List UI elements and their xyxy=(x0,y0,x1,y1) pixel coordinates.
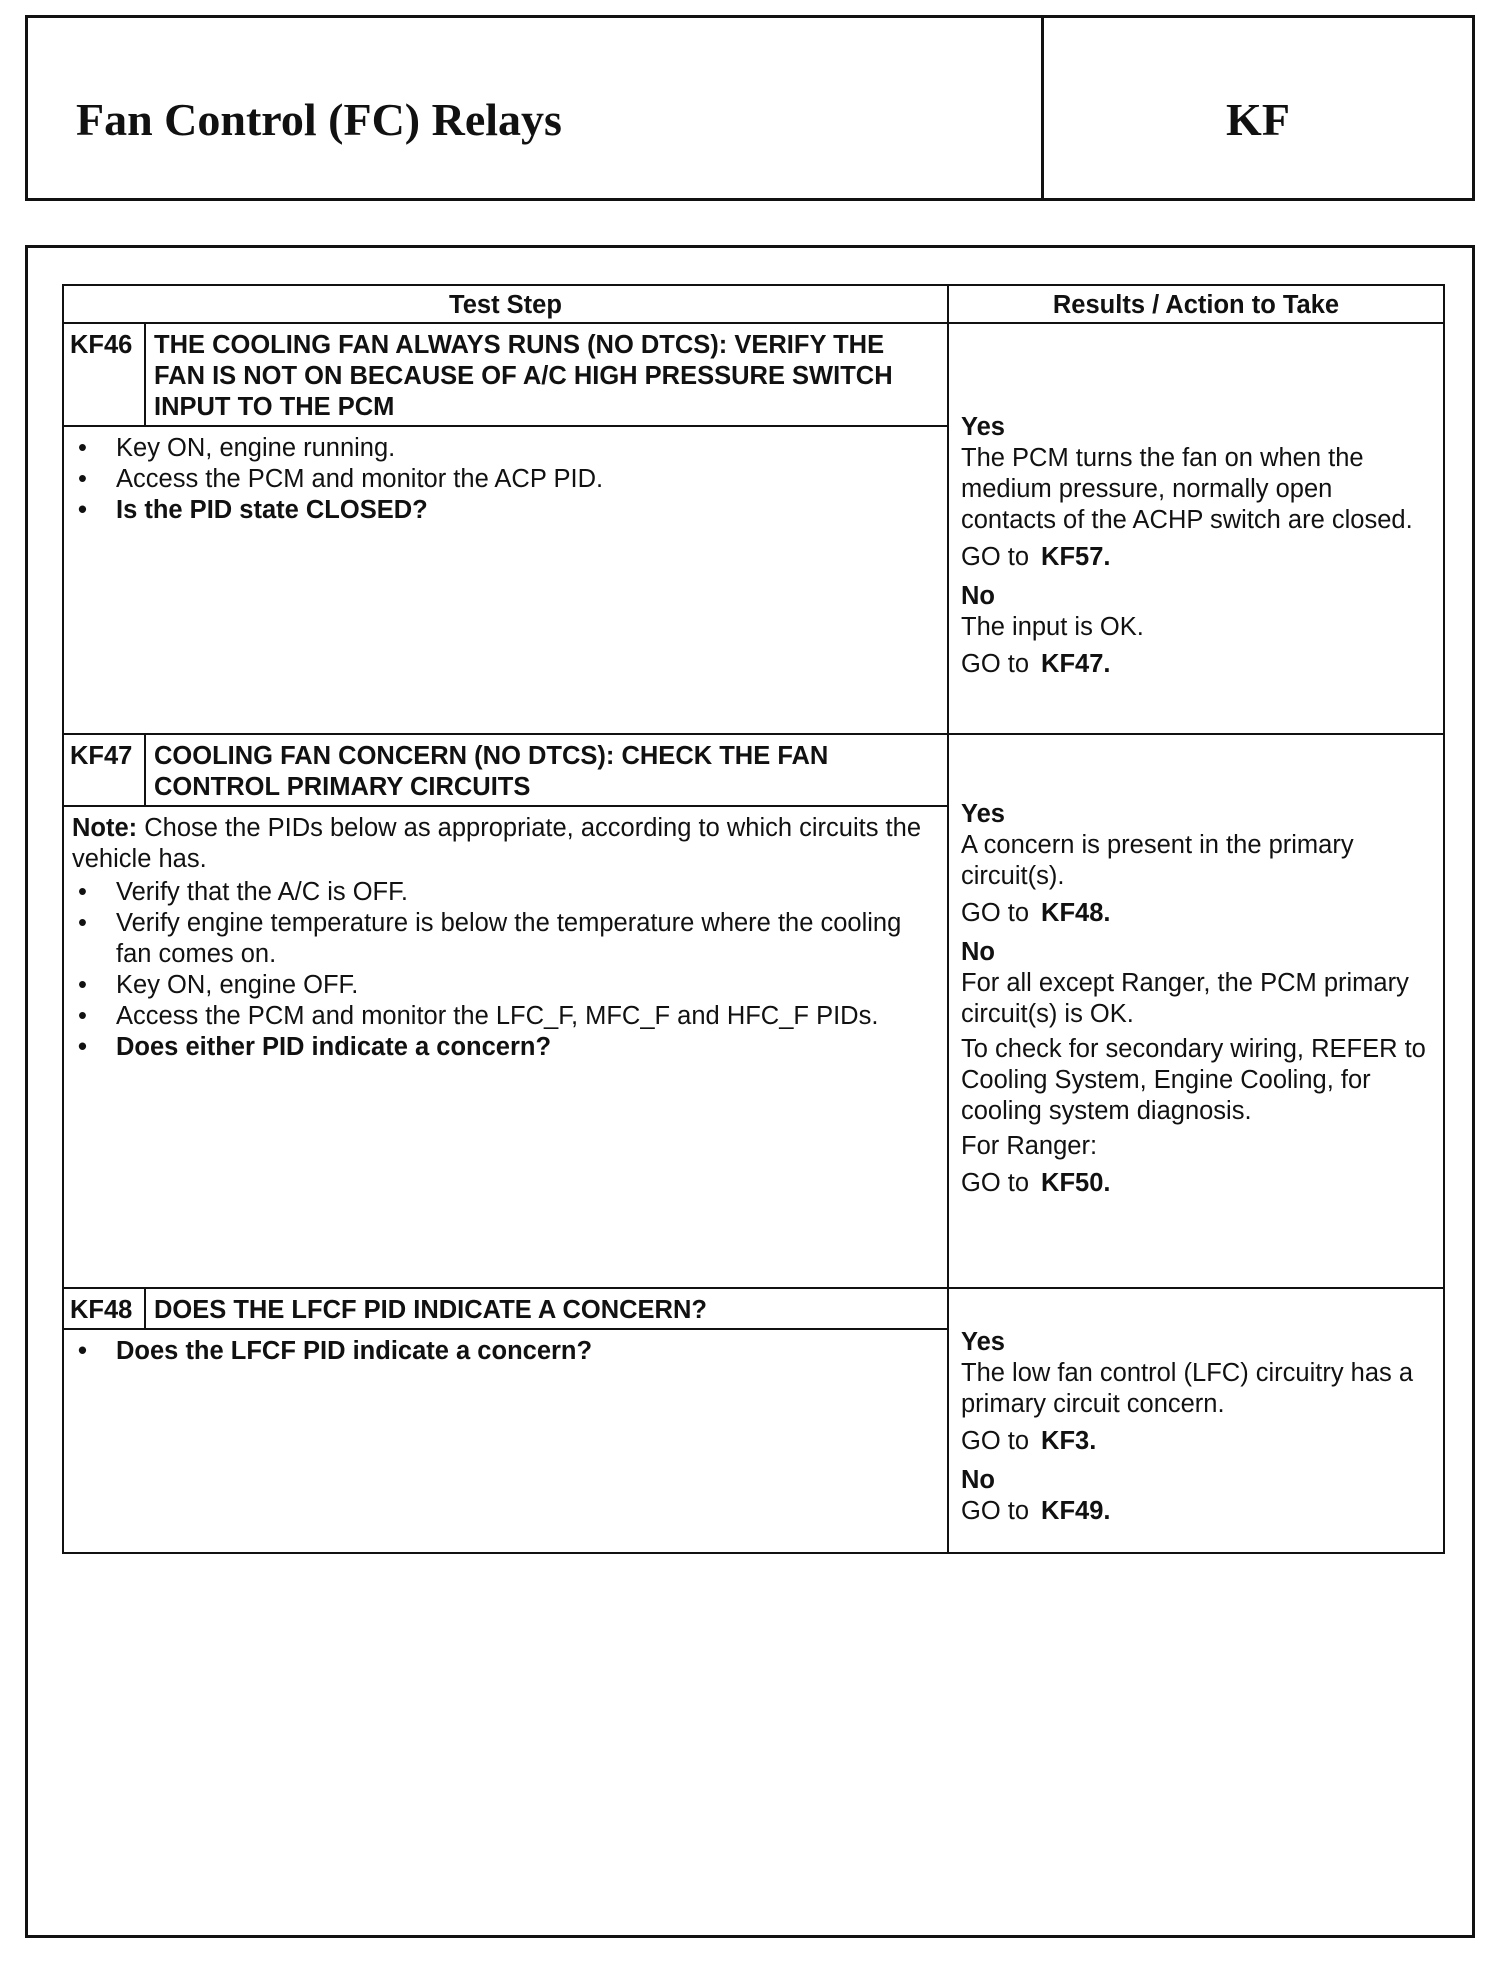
step-title-row-kf47 xyxy=(63,734,1444,806)
no-text: The input is OK. xyxy=(961,613,1144,641)
note-text: Chose the PIDs below as appropriate, according to which circuits the vehicle has. xyxy=(72,814,921,873)
goto-link-kf49: KF49. xyxy=(1041,1497,1111,1525)
list-item: • Access the PCM and monitor the ACP PID. xyxy=(72,464,937,495)
list-item: • Verify engine temperature is below the temperature where the cooling fan comes on. xyxy=(72,908,937,970)
question-item: • Does the LFCF PID indicate a concern? xyxy=(72,1336,937,1367)
yes-label: Yes xyxy=(961,413,1005,441)
goto-link-kf3: KF3. xyxy=(1041,1427,1097,1455)
goto-link-kf50: KF50. xyxy=(1041,1169,1111,1197)
no-goto: GO to KF49. xyxy=(961,1497,1111,1525)
step-title-row-kf46 xyxy=(63,323,1444,426)
section-code: KF xyxy=(1226,93,1290,145)
note-label: Note: xyxy=(72,814,138,842)
yes-label: Yes xyxy=(961,1328,1005,1356)
yes-label: Yes xyxy=(961,800,1005,828)
question-item: • Is the PID state CLOSED? xyxy=(72,495,937,526)
no-label: No xyxy=(961,938,995,966)
no-label: No xyxy=(961,582,995,610)
step-code-kf47: KF47 xyxy=(63,734,145,806)
note xyxy=(72,813,937,875)
goto-link-kf48: KF48. xyxy=(1041,899,1111,927)
no-text-secondary: To check for secondary wiring, REFER to Cooling System, Engine Cooling, for cooling system diagnosis. xyxy=(961,1035,1426,1125)
page-title: Fan Control (FC) Relays xyxy=(28,18,1044,198)
diagnostic-table xyxy=(62,284,1445,1554)
bullet-list xyxy=(72,433,937,526)
yes-text: A concern is present in the primary circuit(s). xyxy=(961,831,1354,890)
result-cell-kf46 xyxy=(948,323,1444,734)
no-text-ranger: For Ranger: xyxy=(961,1132,1098,1160)
header-box xyxy=(25,15,1475,201)
list-item: • Key ON, engine running. xyxy=(72,433,937,464)
list-item: • Verify that the A/C is OFF. xyxy=(72,877,937,908)
yes-text: The low fan control (LFC) circuitry has a primary circuit concern. xyxy=(961,1359,1414,1418)
no-label: No xyxy=(961,1466,995,1494)
content-frame xyxy=(25,245,1475,1938)
no-text: For all except Ranger, the PCM primary circuit(s) is OK. xyxy=(961,969,1409,1028)
yes-text: The PCM turns the fan on when the medium pressure, normally open contacts of the ACHP switch are closed. xyxy=(961,444,1413,534)
step-body-kf47 xyxy=(63,806,948,1288)
no-goto: GO to KF50. xyxy=(961,1169,1111,1197)
yes-goto: GO to KF57. xyxy=(961,543,1111,571)
col-header-results: Results / Action to Take xyxy=(948,285,1444,323)
table-header-row xyxy=(63,285,1444,323)
step-title-row-kf48 xyxy=(63,1288,1444,1329)
result-cell-kf47 xyxy=(948,734,1444,1288)
step-title-kf47: COOLING FAN CONCERN (NO DTCS): CHECK THE FAN CONTROL PRIMARY CIRCUITS xyxy=(145,734,948,806)
question-item: • Does either PID indicate a concern? xyxy=(72,1032,937,1063)
goto-link-kf57: KF57. xyxy=(1041,543,1111,571)
step-code-kf48: KF48 xyxy=(63,1288,145,1329)
step-body-kf48 xyxy=(63,1329,948,1553)
list-item: • Access the PCM and monitor the LFC_F, MFC_F and HFC_F PIDs. xyxy=(72,1001,937,1032)
yes-goto: GO to KF3. xyxy=(961,1427,1097,1455)
yes-goto: GO to KF48. xyxy=(961,899,1111,927)
bullet-list xyxy=(72,877,937,1063)
step-body-kf46 xyxy=(63,426,948,734)
col-header-test-step: Test Step xyxy=(63,285,948,323)
step-title-kf48: DOES THE LFCF PID INDICATE A CONCERN? xyxy=(145,1288,948,1329)
result-cell-kf48 xyxy=(948,1288,1444,1553)
list-item: • Key ON, engine OFF. xyxy=(72,970,937,1001)
goto-link-kf47: KF47. xyxy=(1041,650,1111,678)
no-goto: GO to KF47. xyxy=(961,650,1111,678)
step-title-kf46: THE COOLING FAN ALWAYS RUNS (NO DTCS): VERIFY THE FAN IS NOT ON BECAUSE OF A/C HIGH PRESSURE SWITCH INPUT TO THE PCM xyxy=(145,323,948,426)
bullet-list xyxy=(72,1336,937,1367)
step-code-kf46: KF46 xyxy=(63,323,145,426)
